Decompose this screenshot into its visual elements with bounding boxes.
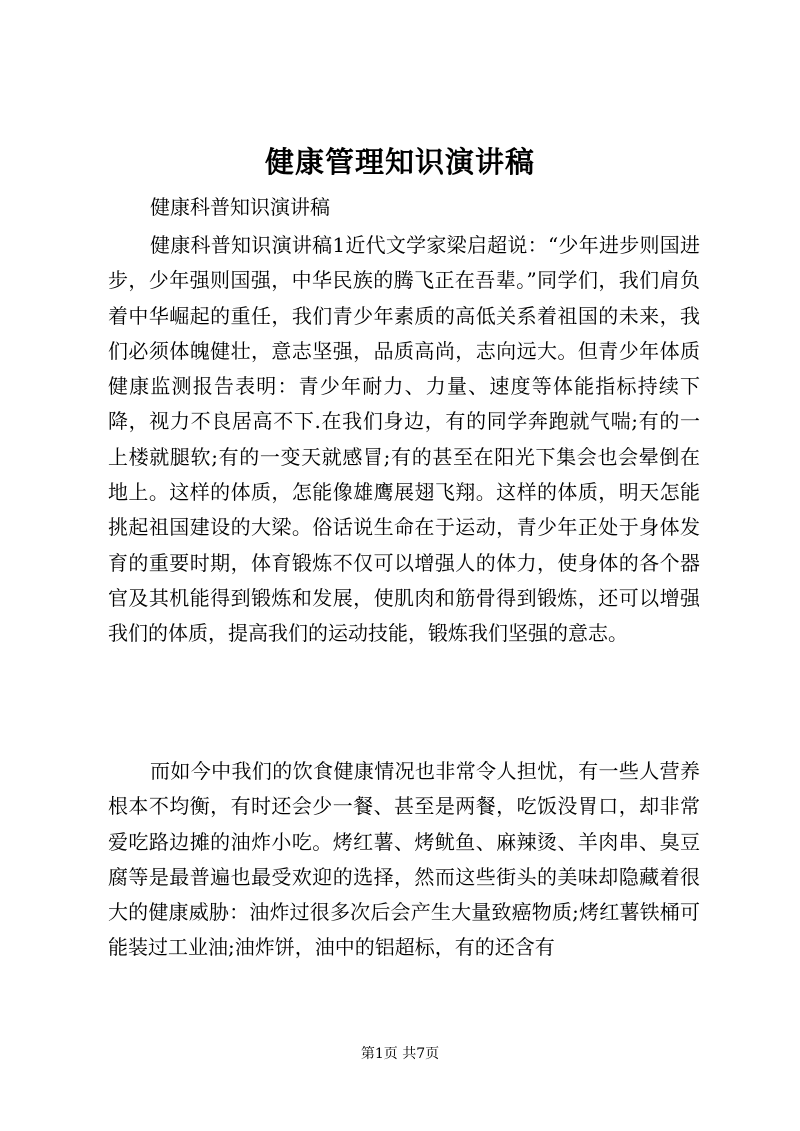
document-subtitle: 健康科普知识演讲稿: [150, 195, 330, 219]
document-title: 健康管理知识演讲稿: [264, 145, 535, 179]
paragraph-2: 而如今中我们的饮食健康情况也非常令人担忧，有一些人营养根本不均衡，有时还会少一餐、甚至是两餐，吃饭没胃口，却非常爱吃路边摊的油炸小吃。烤红薯、烤鱿鱼、麻辣烫、羊肉串、臭豆腐等是最普遍也最受欢迎的选择，然而这些街头的美味却隐藏着很大的健康威胁：油炸过很多次后会产生大量致癌物质;烤红薯铁桶可能装过工业油;油炸饼，油中的铝超标，有的还含有: [108, 759, 700, 960]
page-footer: 第1页 共7页: [360, 1046, 440, 1062]
paragraph-1: 健康科普知识演讲稿1近代文学家梁启超说：“少年进步则国进步，少年强则国强，中华民族的腾飞正在吾辈。”同学们，我们肩负着中华崛起的重任，我们青少年素质的高低关系着祖国的未来，我们必须体魄健壮，意志坚强，品质高尚，志向远大。但青少年体质健康监测报告表明：青少年耐力、力量、速度等体能指标持续下降，视力不良居高不下.在我们身边，有的同学奔跑就气喘;有的一上楼就腿软;有的一变天就感冒;有的甚至在阳光下集会也会晕倒在地上。这样的体质，怎能像雄鹰展翅飞翔。这样的体质，明天怎能挑起祖国建设的大梁。俗话说生命在于运动，青少年正处于身体发育的重要时期，体育锻炼不仅可以增强人的体力，使身体的各个器官及其机能得到锻炼和发展，使肌肉和筋骨得到锻炼，还可以增强我们的体质，提高我们的运动技能，锻炼我们坚强的意志。: [108, 233, 700, 646]
